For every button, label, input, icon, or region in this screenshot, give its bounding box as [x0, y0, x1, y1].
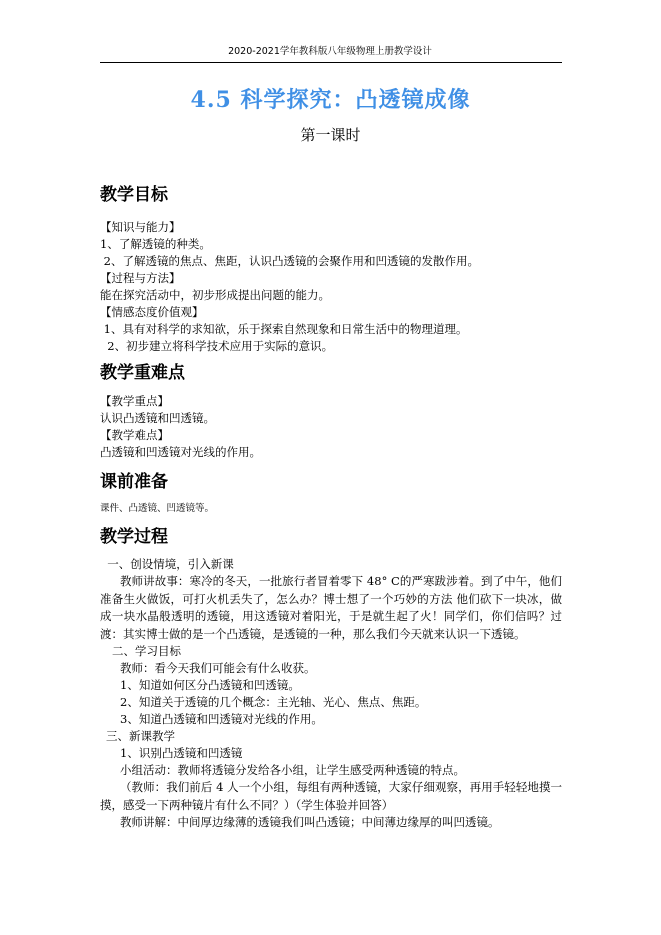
step2-item: 1、知道如何区分凸透镜和凹透镜。 — [120, 678, 300, 692]
document-body — [100, 183, 562, 831]
step2-item: 2、知道关于透镜的几个概念：主光轴、光心、焦点、焦距。 — [120, 695, 427, 709]
page-title: 4.5 科学探究：凸透镜成像 — [190, 87, 471, 113]
emotion-item: 2、初步建立将科学技术应用于实际的意识。 — [100, 339, 334, 353]
process-text: 能在探究活动中，初步形成提出问题的能力。 — [100, 288, 330, 302]
step2-item: 3、知道凸透镜和凹透镜对光线的作用。 — [120, 712, 323, 726]
emotion-label: 【情感态度价值观】 — [100, 305, 204, 319]
step3-title: 三、新课教学 — [106, 729, 175, 743]
step1-title: 一、创设情境，引入新课 — [100, 557, 234, 571]
knowledge-label: 【知识与能力】 — [100, 220, 181, 234]
header-rule — [100, 62, 562, 63]
step3-subtitle: 1、识别凸透镜和凹透镜 — [120, 746, 243, 760]
difficulty-label: 【教学难点】 — [100, 428, 169, 442]
step2-title: 二、学习目标 — [112, 644, 181, 658]
knowledge-item: 1、了解透镜的种类。 — [100, 237, 211, 251]
step3-group-activity: 小组活动：教师将透镜分发给各小组，让学生感受两种透镜的特点。 — [120, 763, 465, 777]
preparation-text: 课件、凸透镜、凹透镜等。 — [100, 503, 215, 514]
focus-label: 【教学重点】 — [100, 394, 169, 408]
difficulty-text: 凸透镜和凹透镜对光线的作用。 — [100, 445, 261, 459]
step3-note: （教师：我们前后 4 人一个小组，每组有两种透镜，大家仔细观察，再用手轻轻地摸一摸，感受一下两种镜片有什么不同？）（学生体验并回答） — [100, 780, 562, 812]
emotion-item: 1、具有对科学的求知欲，乐于探索自然现象和日常生活中的物理道理。 — [100, 322, 468, 336]
knowledge-item: 2、了解透镜的焦点、焦距，认识凸透镜的会聚作用和凹透镜的发散作用。 — [100, 254, 479, 268]
process-label: 【过程与方法】 — [100, 271, 181, 285]
step2-teacher: 教师：看今天我们可能会有什么收获。 — [120, 661, 316, 675]
step1-story: 教师讲故事：寒冷的冬天，一批旅行者冒着零下 48° C的严寒跋涉着。到了中午，他们准备生火做饭，可打火机丢失了，怎么办？博士想了一个巧妙的方法 他们砍下一块冰，做成一块水晶般透明的透镜，用这透镜对着阳光，于是就生起了火！同学们，你们信吗？过渡：其实博士做的是一个凸透镜，是透镜的一种，那么我们今天就来认识一下透镜。 — [100, 574, 562, 641]
objectives-heading: 教学目标 — [100, 185, 168, 205]
step3-explanation: 教师讲解：中间厚边缘薄的透镜我们叫凸透镜；中间薄边缘厚的叫凹透镜。 — [120, 815, 500, 829]
process-heading: 教学过程 — [100, 527, 168, 547]
preparation-heading: 课前准备 — [100, 472, 168, 492]
focus-text: 认识凸透镜和凹透镜。 — [100, 411, 215, 425]
page-subtitle: 第一课时 — [300, 126, 361, 144]
key-points-heading: 教学重难点 — [100, 363, 185, 383]
page-header: 2020-2021学年教科版八年级物理上册教学设计 — [228, 46, 432, 57]
